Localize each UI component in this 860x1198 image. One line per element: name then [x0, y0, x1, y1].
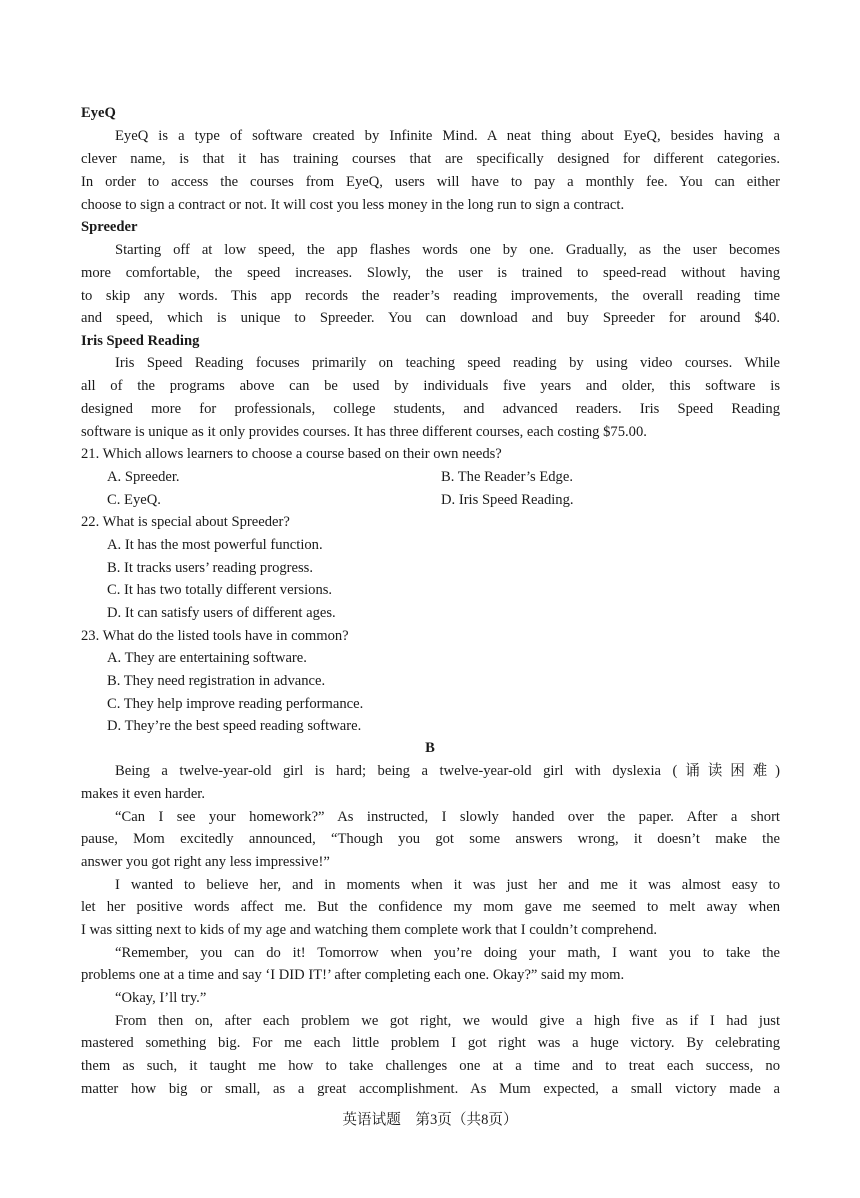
- section-title-eyeq: EyeQ: [81, 105, 116, 121]
- option-d: D. Iris Speed Reading.: [441, 492, 574, 508]
- option-c: C. EyeQ.: [107, 492, 161, 508]
- option-a: A. It has the most powerful function.: [107, 537, 323, 553]
- question-stem: 21. Which allows learners to choose a course based on their own needs?: [81, 446, 502, 462]
- paragraph-line: problems one at a time and say ‘I DID IT!’ after completing each one. Okay?” said my mom.: [81, 967, 625, 983]
- option-c: C. It has two totally different versions.: [107, 582, 333, 598]
- section-title-iris: Iris Speed Reading: [81, 333, 200, 349]
- paragraph-line: I wanted to believe her, and in moments when it was just her and me it was almost easy to: [115, 877, 780, 893]
- paragraph-line: matter how big or small, as a great accomplishment. As Mum expected, a small victory made a: [81, 1081, 780, 1097]
- paragraph-line: let her positive words affect me. But the confidence my mom gave me seemed to melt away when: [81, 899, 780, 915]
- paragraph-line: pause, Mom excitedly announced, “Though you got some answers wrong, it doesn’t make the: [81, 831, 780, 847]
- paragraph-line: From then on, after each problem we got right, we would give a high five as if I had just: [115, 1013, 780, 1029]
- question-stem: 23. What do the listed tools have in common?: [81, 628, 349, 644]
- paragraph-line: makes it even harder.: [81, 786, 205, 802]
- paragraph-line: “Okay, I’ll try.”: [115, 990, 207, 1006]
- option-a: A. Spreeder.: [107, 469, 180, 485]
- option-d: D. It can satisfy users of different ages.: [107, 605, 336, 621]
- paragraph-line: them as such, it taught me how to take challenges one at a time and to treat each success, no: [81, 1058, 780, 1074]
- paragraph-line: Starting off at low speed, the app flashes words one by one. Gradually, as the user becomes: [115, 242, 780, 258]
- paragraph-line: In order to access the courses from EyeQ, users will have to pay a monthly fee. You can either: [81, 174, 780, 190]
- section-title-spreeder: Spreeder: [81, 219, 138, 235]
- paragraph-line: choose to sign a contract or not. It will cost you less money in the long run to sign a contract.: [81, 197, 625, 213]
- paragraph-line: EyeQ is a type of software created by Infinite Mind. A neat thing about EyeQ, besides having a: [115, 128, 780, 144]
- paragraph-line: “Remember, you can do it! Tomorrow when you’re doing your math, I want you to take the: [115, 945, 780, 961]
- passage-label: B: [425, 740, 435, 756]
- option-b: B. It tracks users’ reading progress.: [107, 560, 314, 576]
- paragraph-line: designed more for professionals, college students, and advanced readers. Iris Speed Reading: [81, 401, 780, 417]
- option-b: B. The Reader’s Edge.: [441, 469, 573, 485]
- paragraph-line: “Can I see your homework?” As instructed, I slowly handed over the paper. After a short: [115, 809, 780, 825]
- paragraph-line: and speed, which is unique to Spreeder. You can download and buy Spreeder for around $40.: [81, 310, 780, 326]
- paragraph-line: all of the programs above can be used by individuals five years and older, this software is: [81, 378, 780, 394]
- paragraph-line: to skip any words. This app records the reader’s reading improvements, the overall reading time: [81, 288, 780, 304]
- paragraph-line: I was sitting next to kids of my age and watching them complete work that I couldn’t comprehend.: [81, 922, 658, 938]
- paragraph-line: more comfortable, the speed increases. Slowly, the user is trained to speed-read without having: [81, 265, 780, 281]
- paragraph-line: Being a twelve-year-old girl is hard; being a twelve-year-old girl with dyslexia (诵读困难): [115, 763, 780, 779]
- option-d: D. They’re the best speed reading software.: [107, 718, 362, 734]
- paragraph-line: software is unique as it only provides courses. It has three different courses, each costing $75.00.: [81, 424, 647, 440]
- option-a: A. They are entertaining software.: [107, 650, 307, 666]
- paragraph-line: Iris Speed Reading focuses primarily on teaching speed reading by using video courses. While: [115, 355, 780, 371]
- page-footer: 英语试题 第3页（共8页）: [342, 1112, 518, 1128]
- option-c: C. They help improve reading performance.: [107, 696, 364, 712]
- paragraph-line: answer you got right any less impressive!”: [81, 854, 330, 870]
- paragraph-line: mastered something big. For me each little problem I got right was a huge victory. By celebrating: [81, 1035, 780, 1051]
- question-stem: 22. What is special about Spreeder?: [81, 514, 290, 530]
- option-b: B. They need registration in advance.: [107, 673, 326, 689]
- paragraph-line: clever name, is that it has training courses that are specifically designed for different categories.: [81, 151, 780, 167]
